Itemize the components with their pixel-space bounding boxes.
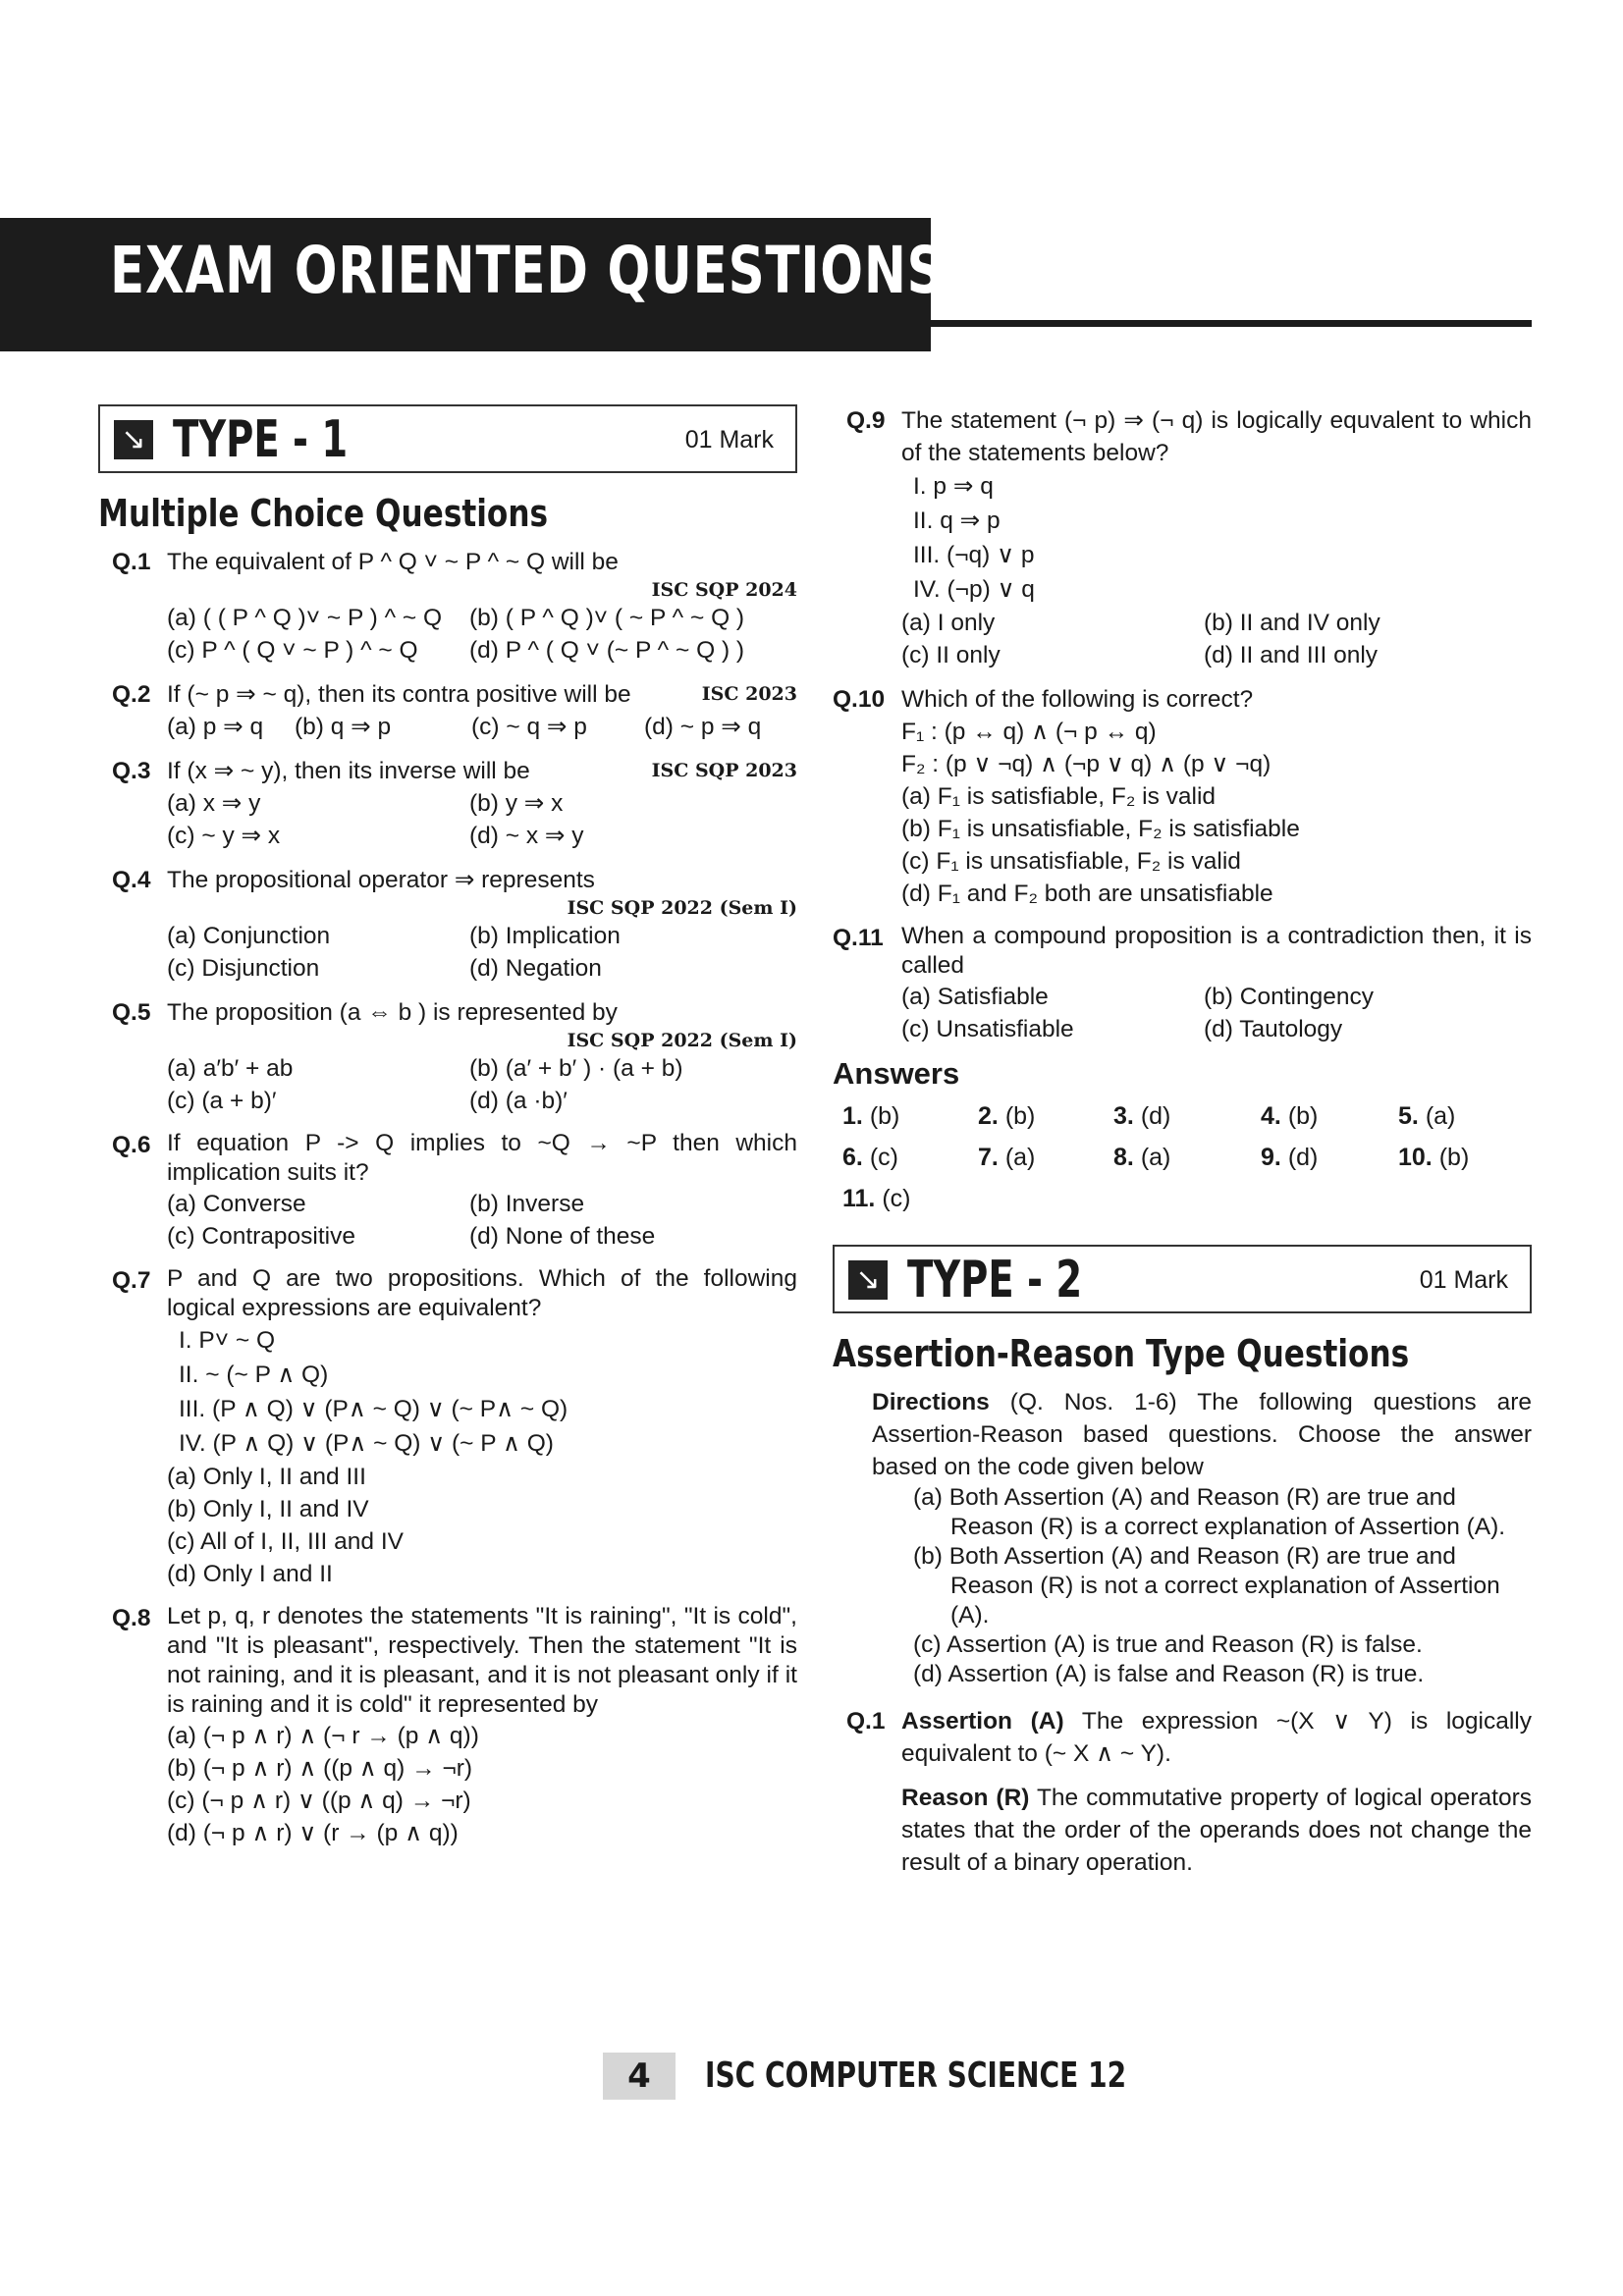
question-source: ISC SQP 2022 (Sem I) xyxy=(567,897,797,919)
type-1-box xyxy=(98,404,797,473)
option: (b) q ⇒ p xyxy=(295,714,392,740)
question-text: Which of the following is correct? xyxy=(901,686,1254,713)
option: (b) Contingency xyxy=(1204,984,1374,1010)
option: (b) Inverse xyxy=(469,1191,585,1217)
option: (a) F₁ is satisfiable, F₂ is valid xyxy=(901,783,1217,810)
question-number: Q.4 xyxy=(112,867,151,893)
options xyxy=(167,711,797,743)
code-item: (d) Assertion (A) is false and Reason (R) is true. xyxy=(913,1661,1425,1687)
answer-item: 6. (c) xyxy=(842,1144,898,1171)
question xyxy=(98,996,797,1117)
directions xyxy=(833,1386,1532,1483)
option: (a) Only I, II and III xyxy=(167,1464,366,1490)
option: (a) I only xyxy=(901,610,996,636)
option: (d) Negation xyxy=(469,955,602,982)
question-text: The propositional operator ⇒ represents xyxy=(167,867,595,893)
option: (d) P ^ ( Q ˅ (~ P ^ ~ Q ) ) xyxy=(469,637,745,664)
reason-text: The commutative property of logical operators states that the order of the operands does not change the result of a binary operation. xyxy=(901,1785,1532,1876)
reason-label: Reason (R) xyxy=(901,1785,1030,1811)
directions-text: (Q. Nos. 1-6) The following questions are Assertion-Reason based questions. Choose the answer based on the code given below xyxy=(872,1389,1532,1480)
question-source: ISC SQP 2022 (Sem I) xyxy=(567,1030,797,1051)
question-text xyxy=(167,678,797,711)
option: (b) II and IV only xyxy=(1204,610,1380,636)
directions-label: Directions xyxy=(872,1389,990,1415)
option: (c) (a + b)′ xyxy=(167,1088,277,1114)
answer-item: 8. (a) xyxy=(1113,1144,1171,1171)
answers-heading: Answers xyxy=(833,1056,960,1091)
left-column xyxy=(98,404,797,1861)
question xyxy=(98,864,797,985)
question-text-main: If (x ⇒ ~ y), then its inverse will be xyxy=(167,758,530,784)
question-text: The proposition (a ⇔ b ) is represented by xyxy=(167,999,618,1026)
question xyxy=(833,404,1532,671)
reason xyxy=(833,1782,1532,1879)
page-title: EXAM ORIENTED QUESTIONS xyxy=(110,233,945,308)
code-list xyxy=(833,1483,1532,1689)
question xyxy=(98,678,797,743)
question-text: The equivalent of P ^ Q ˅ ~ P ^ ~ Q will be xyxy=(167,549,619,575)
question-text: When a compound proposition is a contradiction then, it is called xyxy=(901,923,1532,979)
options xyxy=(167,602,797,667)
statement: III. (P ∧ Q) ∨ (P∧ ~ Q) ∨ (~ P∧ ~ Q) xyxy=(179,1396,568,1422)
assertion-text: The expression ~(X ∨ Y) is logically equivalent to (~ X ∧ ~ Y). xyxy=(901,1708,1532,1767)
question-number: Q.3 xyxy=(112,758,151,784)
question-text-main: If (~ p ⇒ ~ q), then its contra positive will be xyxy=(167,681,631,708)
option: (d) Only I and II xyxy=(167,1561,333,1587)
option: (c) ~ q ⇒ p xyxy=(471,714,587,740)
question-number: Q.8 xyxy=(112,1605,151,1631)
question xyxy=(98,1602,797,1849)
answers-grid xyxy=(833,1095,1532,1219)
question-text: The statement (¬ p) ⇒ (¬ q) is logically equvalent to which of the statements below? xyxy=(901,407,1532,466)
question-number: Q.9 xyxy=(846,407,886,434)
code-item: (c) Assertion (A) is true and Reason (R) is false. xyxy=(913,1631,1423,1658)
option: (a) x ⇒ y xyxy=(167,790,261,817)
options xyxy=(167,1461,797,1590)
code-item: (b) Both Assertion (A) and Reason (R) are true and Reason (R) is not a correct explanation of Assertion (A). xyxy=(913,1543,1500,1629)
question-number: Q.11 xyxy=(833,925,884,951)
section-heading-assertion: Assertion-Reason Type Questions xyxy=(833,1332,1410,1375)
book-title: ISC COMPUTER SCIENCE 12 xyxy=(705,2056,1127,2096)
formula: F₂ : (p ∨ ¬q) ∧ (¬p ∨ q) ∧ (p ∨ ¬q) xyxy=(901,751,1271,777)
option: (c) P ^ ( Q ˅ ~ P ) ^ ~ Q xyxy=(167,637,418,664)
statement: III. (¬q) ∨ p xyxy=(913,542,1035,568)
type-1-mark: 01 Mark xyxy=(684,426,774,454)
question-text: Let p, q, r denotes the statements "It is raining", "It is cold", and "It is pleasant", respectively. Then the statement "It is not raining, and it is pleasant, and it is not pleasant only if it is raining and it is cold" it represented by xyxy=(167,1603,797,1718)
question-source: ISC SQP 2024 xyxy=(651,579,797,601)
option: (d) (¬ p ∧ r) ∨ (r → (p ∧ q)) xyxy=(167,1820,459,1846)
option: (c) All of I, II, III and IV xyxy=(167,1528,405,1555)
assertion-label: Assertion (A) xyxy=(901,1708,1064,1735)
options xyxy=(901,607,1532,671)
statement-list xyxy=(167,1323,797,1461)
formula: F₁ : (p ↔ q) ∧ (¬ p ↔ q) xyxy=(901,719,1157,745)
option: (b) (¬ p ∧ r) ∧ ((p ∧ q) → ¬r) xyxy=(167,1755,473,1782)
option: (a) (¬ p ∧ r) ∧ (¬ r → (p ∧ q)) xyxy=(167,1723,479,1749)
option: (d) (a ·b)′ xyxy=(469,1088,568,1114)
options xyxy=(167,1720,797,1849)
option: (b) y ⇒ x xyxy=(469,790,564,817)
answer-item: 11. (c) xyxy=(842,1185,911,1212)
option: (c) Contrapositive xyxy=(167,1223,355,1250)
option: (c) F₁ is unsatisfiable, F₂ is valid xyxy=(901,848,1241,875)
question-number: Q.10 xyxy=(833,686,886,713)
options xyxy=(167,1188,797,1253)
header-rule xyxy=(931,320,1532,327)
question-source: ISC 2023 xyxy=(701,683,797,705)
option: (a) Satisfiable xyxy=(901,984,1049,1010)
type-2-box xyxy=(833,1245,1532,1313)
question-text: P and Q are two propositions. Which of the following logical expressions are equivalent? xyxy=(167,1265,797,1321)
type-1-title: TYPE - 1 xyxy=(173,410,349,469)
question xyxy=(98,546,797,667)
question-number: Q.7 xyxy=(112,1267,151,1294)
question-number: Q.5 xyxy=(112,999,151,1026)
assertion xyxy=(901,1705,1532,1770)
question xyxy=(98,1264,797,1590)
answer-item: 7. (a) xyxy=(978,1144,1036,1171)
question xyxy=(98,1129,797,1253)
option: (d) ~ p ⇒ q xyxy=(644,714,762,740)
options xyxy=(167,920,797,985)
question-number: Q.2 xyxy=(112,681,151,708)
type-2-title: TYPE - 2 xyxy=(907,1251,1083,1309)
question-source: ISC SQP 2023 xyxy=(651,760,797,781)
answer-item: 1. (b) xyxy=(842,1102,900,1130)
options xyxy=(901,780,1532,910)
option: (a) p ⇒ q xyxy=(167,714,264,740)
question-number: Q.1 xyxy=(112,549,151,575)
option: (d) None of these xyxy=(469,1223,656,1250)
question xyxy=(833,922,1532,1045)
option: (b) (a′ + b′ ) · (a + b) xyxy=(469,1055,683,1082)
answer-item: 3. (d) xyxy=(1113,1102,1171,1130)
type-2-mark: 01 Mark xyxy=(1419,1266,1508,1294)
question-number: Q.1 xyxy=(846,1708,886,1735)
question-number: Q.6 xyxy=(112,1132,151,1158)
statement: I. p ⇒ q xyxy=(913,473,994,500)
option: (a) ( ( P ^ Q )˅ ~ P ) ^ ~ Q xyxy=(167,605,443,631)
assertion-question xyxy=(833,1705,1532,1770)
formula-list xyxy=(901,716,1532,780)
option: (c) (¬ p ∧ r) ∨ ((p ∧ q) → ¬r) xyxy=(167,1788,471,1814)
option: (b) Implication xyxy=(469,923,621,949)
question xyxy=(833,683,1532,910)
answer-item: 10. (b) xyxy=(1398,1144,1470,1171)
statement: II. ~ (~ P ∧ Q) xyxy=(179,1362,329,1388)
options xyxy=(167,787,797,852)
answer-item: 4. (b) xyxy=(1261,1102,1319,1130)
option: (c) ~ y ⇒ x xyxy=(167,823,281,849)
option: (d) F₁ and F₂ both are unsatisfiable xyxy=(901,881,1273,907)
arrow-down-right-icon: ↘ xyxy=(114,420,153,459)
answer-item: 5. (a) xyxy=(1398,1102,1456,1130)
option: (b) F₁ is unsatisfiable, F₂ is satisfiable xyxy=(901,816,1300,842)
question xyxy=(98,755,797,852)
right-column xyxy=(833,404,1532,1879)
statement: IV. (¬p) ∨ q xyxy=(913,576,1035,603)
statement: II. q ⇒ p xyxy=(913,507,1001,534)
question-text: If equation P -> Q implies to ~Q → ~P then which implication suits it? xyxy=(167,1130,797,1186)
section-heading-mcq: Multiple Choice Questions xyxy=(98,492,549,535)
option: (c) Unsatisfiable xyxy=(901,1016,1074,1042)
answer-item: 2. (b) xyxy=(978,1102,1036,1130)
option: (a) Conjunction xyxy=(167,923,331,949)
option: (b) Only I, II and IV xyxy=(167,1496,369,1522)
statement: I. P˅ ~ Q xyxy=(179,1327,276,1354)
option: (d) ~ x ⇒ y xyxy=(469,823,584,849)
options xyxy=(901,981,1532,1045)
statement: IV. (P ∧ Q) ∨ (P∧ ~ Q) ∨ (~ P ∧ Q) xyxy=(179,1430,554,1457)
option: (b) ( P ^ Q )˅ ( ~ P ^ ~ Q ) xyxy=(469,605,745,631)
option: (a) Converse xyxy=(167,1191,306,1217)
question-text xyxy=(167,755,797,787)
option: (d) II and III only xyxy=(1204,642,1379,668)
answer-item: 9. (d) xyxy=(1261,1144,1319,1171)
option: (d) Tautology xyxy=(1204,1016,1343,1042)
arrow-down-right-icon: ↘ xyxy=(848,1260,888,1300)
options xyxy=(167,1052,797,1117)
option: (c) II only xyxy=(901,642,1001,668)
option: (c) Disjunction xyxy=(167,955,320,982)
page-number: 4 xyxy=(603,2053,676,2100)
statement-list xyxy=(901,469,1532,607)
option: (a) a′b′ + ab xyxy=(167,1055,294,1082)
code-item: (a) Both Assertion (A) and Reason (R) are true and Reason (R) is a correct explanation of Assertion (A). xyxy=(913,1484,1506,1540)
